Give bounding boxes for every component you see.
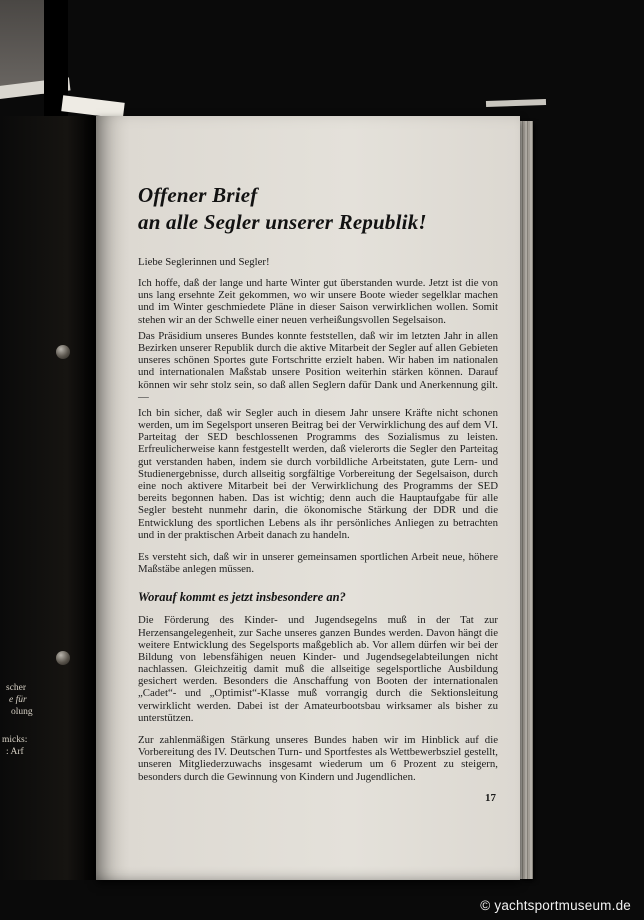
paragraph: Die Förderung des Kinder- und Jugendsegelns muß in der Tat zur Herzensangelegenheit, zur Sache unseres ganzen Bundes werden. Davon hängt die weitere Entwicklung des Segelsports maßgeblich ab. Vor allem dürfen wir bei der Bildung von lebensfähigen neuen Kinder- und Jugendsegelabteilungen nicht nachlassen. Gleichzeitig damit muß die allseitige segelsportliche Ausbildung gesichert werden. Besonders die Anschaffung von Booten der internationalen „Cadet“- und „Optimist“-Klasse muß vorrangig durch die Sektionsleitung verwirklicht werden. Dabei ist der Amateurbootsbau wirksamer als bisher zu unterstützen. (138, 614, 498, 724)
page-top-edge (486, 99, 546, 107)
page-title-line1: Offener Brief (138, 183, 258, 207)
watermark: © yachtsportmuseum.de (480, 898, 631, 913)
page-title (138, 182, 498, 236)
book-page-stack-edge (520, 121, 533, 879)
salutation: Liebe Seglerinnen und Segler! (138, 256, 270, 268)
page-number: 17 (485, 791, 496, 804)
left-page-shadow (0, 116, 96, 880)
book-spine-top (0, 0, 46, 94)
book-page (96, 116, 520, 880)
binding-hole-icon (56, 651, 70, 665)
section-subheading: Worauf kommt es jetzt insbesondere an? (138, 590, 346, 605)
page-title-line2: an alle Segler unserer Republik! (138, 210, 427, 234)
paragraph: Es versteht sich, daß wir in unserer gemeinsamen sportlichen Arbeit neue, höhere Maßstäbe anlegen müssen. (138, 550, 498, 576)
paragraph: Ich bin sicher, daß wir Segler auch in diesem Jahr unsere Kräfte nicht schonen werden, um im Segelsport unseren Beitrag bei der Verwirklichung des auf dem VI. Parteitag der SED beschlossenen Programms des Sozialismus zu leisten. Erfreulicherweise kann festgestellt werden, daß vielerorts die Segler den Parteitag gut verstanden haben, indem sie durch vorbildliche Arbeitstaten, gute Lern- und Studienergebnisse, durch allseitig sorgfältige Vorbereitung der Segelsaison, durch eine noch aktivere Mitarbeit bei der Verwirklichung des Programms der SED bereits begonnen haben. Das ist wichtig; denn auch die Hauptaufgabe für alle Segler besteht nunmehr darin, die ökonomische Stärkung der DDR und die Entwicklung des sportlichen Lebens als ihr persönliches Anliegen zu betrachten und in der praktischen Arbeit danach zu handeln. (138, 406, 498, 541)
paragraph: Zur zahlenmäßigen Stärkung unseres Bundes haben wir im Hinblick auf die Vorbereitung des IV. Deutschen Turn- und Sportfestes als Wettbewerbsziel gestellt, unseren Mitgliederzuwachs insgesamt wiederum um 6 Prozent zu steigern, besonders durch die Gewinnung von Kindern und Jugendlichen. (138, 734, 498, 783)
adjacent-page-fragment: scher (6, 683, 27, 693)
adjacent-page-fragment: e für (9, 695, 27, 705)
binding-hole-icon (56, 345, 70, 359)
adjacent-page-fragment: : Arf (6, 747, 24, 757)
adjacent-page-fragment: olung (11, 707, 33, 717)
paragraph: Das Präsidium unseres Bundes konnte feststellen, daß wir im letzten Jahr in allen Bezirken unserer Republik durch die aktive Mitarbeit der Segler auf allen Gebieten unseres schönen Sportes gute Fortschritte erzielt haben. Wir haben im nationalen und internationalen Maßstab unsere Position weiterhin stärken können. Darauf können wir sehr stolz sein, so daß allen Seglern dafür Dank und Anerkennung gilt. — (138, 329, 498, 403)
adjacent-page-fragment: micks: (2, 735, 28, 745)
paragraph: Ich hoffe, daß der lange und harte Winter gut überstanden wurde. Jetzt ist die von uns lang ersehnte Zeit gekommen, wo wir unsere Boote wieder segelklar machen und im Winter geschmiedete Pläne in dieser Saison verwirklichen wollen. Somit stehen wir an der Schwelle einer neuen verheißungsvollen Segelsaison. (138, 277, 498, 326)
adjacent-page-text (0, 682, 44, 758)
